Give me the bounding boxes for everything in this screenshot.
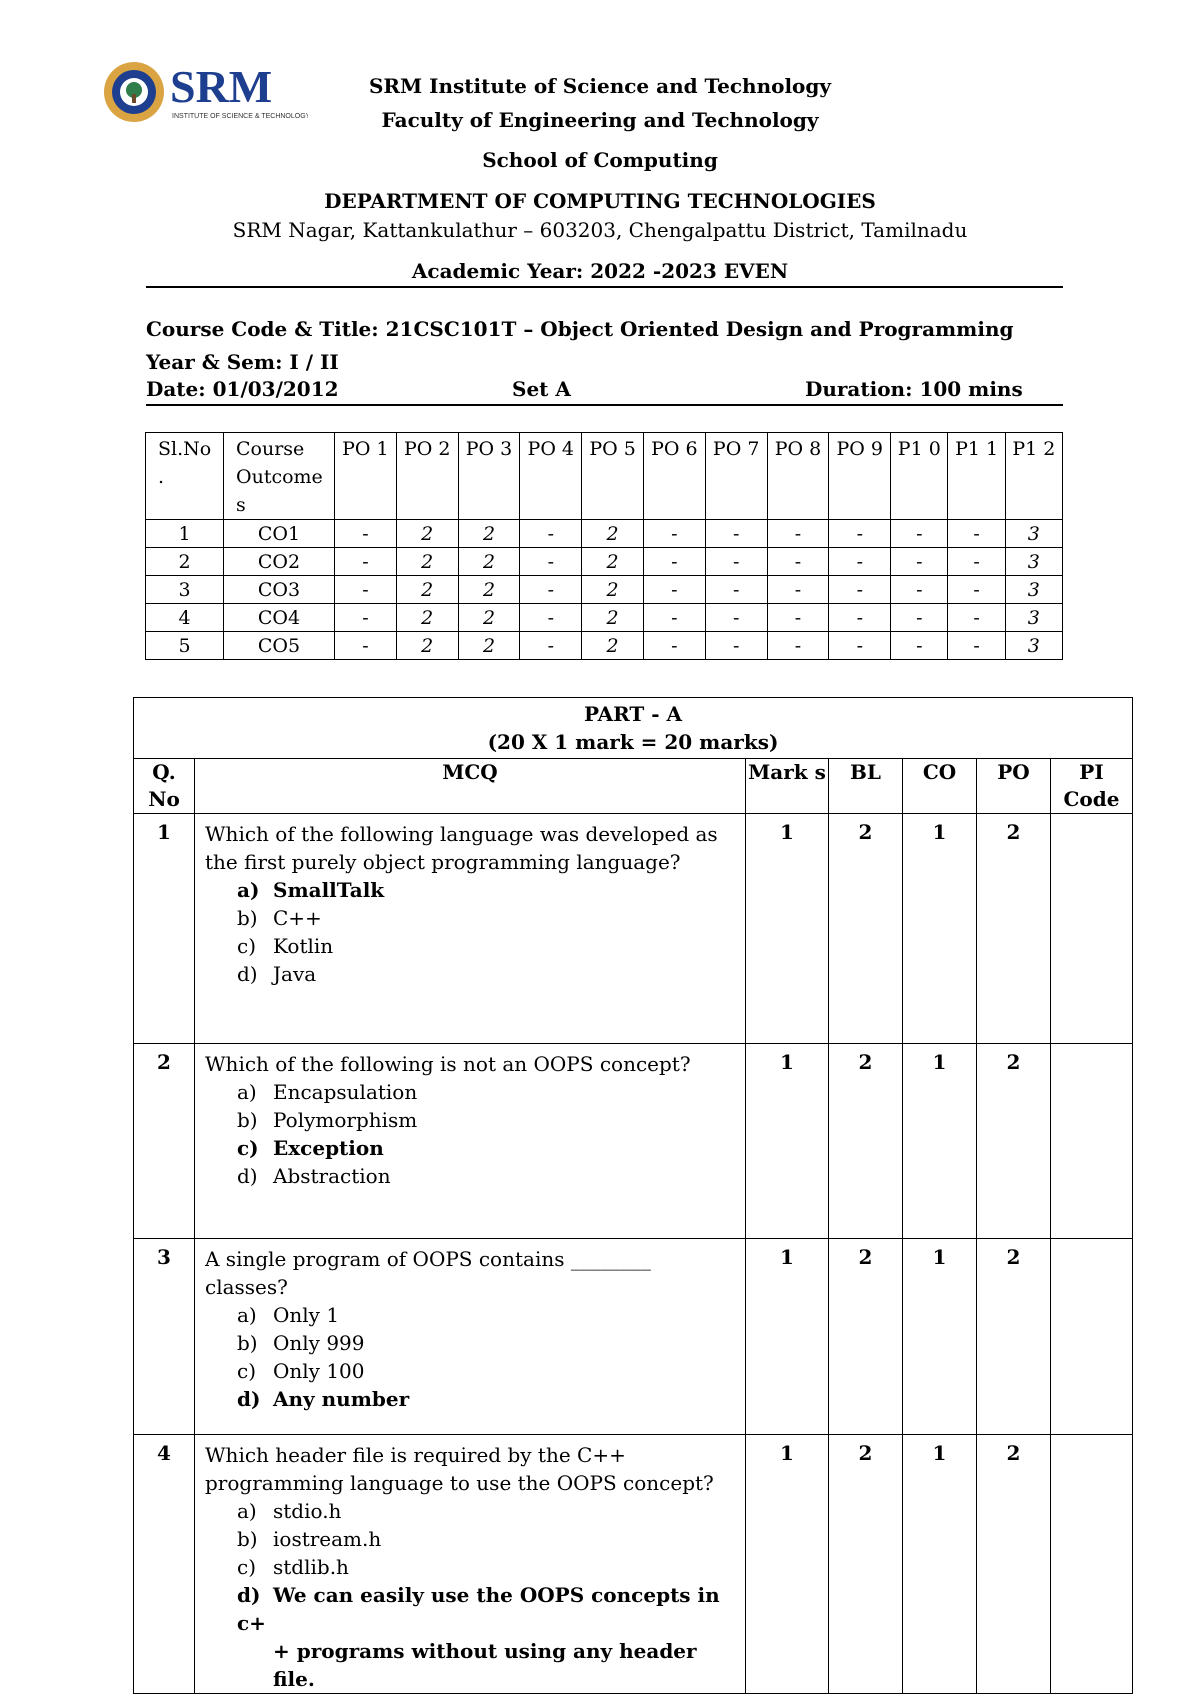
option-letter: b)	[237, 1108, 258, 1132]
header-marks: Mark s	[746, 759, 829, 814]
co-table-row	[146, 632, 1063, 660]
question-text: Which header file is required by the C++ programming language to use the OOPS concept?	[205, 1443, 714, 1495]
question-text: Which of the following is not an OOPS concept?	[205, 1052, 691, 1076]
co-table-header-row	[146, 433, 1063, 520]
co-row-po-value: -	[643, 632, 705, 660]
co-row-po-value: -	[335, 520, 397, 548]
option-letter: a)	[237, 1080, 257, 1104]
option-list	[205, 1078, 737, 1190]
header-divider	[146, 286, 1063, 288]
co-row-po-value: 2	[396, 604, 458, 632]
co-row-po-value: 2	[396, 576, 458, 604]
question-marks: 1	[746, 1044, 829, 1239]
question-marks: 1	[746, 814, 829, 1044]
header-po10: P1 0	[891, 433, 948, 520]
co-row-po-value: 2	[582, 548, 644, 576]
co-po-mapping-table	[145, 432, 1063, 660]
option-text: stdlib.h	[273, 1555, 349, 1579]
year-sem: Year & Sem: I / II	[146, 350, 339, 374]
option-text: Encapsulation	[273, 1080, 418, 1104]
co-row-po-value: 3	[1005, 548, 1062, 576]
question-bl: 2	[829, 1435, 903, 1694]
header-po5: PO 5	[582, 433, 644, 520]
co-row-po-value: -	[891, 548, 948, 576]
option	[237, 1301, 737, 1329]
co-row-po-value: -	[891, 576, 948, 604]
co-row-po-value: -	[829, 520, 891, 548]
option-text: We can easily use the OOPS concepts in c+	[237, 1583, 720, 1635]
header-po: PO	[977, 759, 1051, 814]
co-row-po-value: -	[705, 632, 767, 660]
co-row-po-value: -	[335, 548, 397, 576]
co-row-po-value: -	[829, 632, 891, 660]
department-name: DEPARTMENT OF COMPUTING TECHNOLOGIES	[324, 189, 876, 213]
question-content	[195, 1239, 746, 1435]
co-row-po-value: -	[335, 576, 397, 604]
option-text: stdio.h	[273, 1499, 342, 1523]
co-row-po-value: -	[948, 576, 1005, 604]
option-letter: d)	[237, 1387, 261, 1411]
option-letter: a)	[237, 1303, 257, 1327]
exam-set: Set A	[512, 377, 571, 401]
co-row-outcome: CO1	[224, 520, 335, 548]
header-po4: PO 4	[520, 433, 582, 520]
header-po12: P1 2	[1005, 433, 1062, 520]
question-po: 2	[977, 1239, 1051, 1435]
option	[237, 1357, 737, 1385]
co-row-po-value: -	[520, 576, 582, 604]
header-bl: BL	[829, 759, 903, 814]
logo-subtext: INSTITUTE OF SCIENCE & TECHNOLOGY	[172, 113, 308, 120]
co-table-row	[146, 520, 1063, 548]
co-row-po-value: -	[643, 548, 705, 576]
option	[237, 1162, 737, 1190]
co-row-po-value: -	[705, 604, 767, 632]
header-po6: PO 6	[643, 433, 705, 520]
question-pi-code	[1051, 1435, 1133, 1694]
option	[237, 904, 737, 932]
co-row-slno: 4	[146, 604, 224, 632]
co-row-po-value: 2	[458, 548, 520, 576]
co-row-po-value: 3	[1005, 604, 1062, 632]
correct-option	[237, 1134, 737, 1162]
co-row-po-value: -	[520, 548, 582, 576]
academic-year: Academic Year: 2022 -2023 EVEN	[411, 259, 789, 283]
co-table-row	[146, 548, 1063, 576]
co-row-slno: 2	[146, 548, 224, 576]
co-row-po-value: 2	[396, 632, 458, 660]
co-row-po-value: -	[829, 548, 891, 576]
co-row-po-value: 2	[458, 576, 520, 604]
question-bl: 2	[829, 1239, 903, 1435]
co-row-po-value: -	[767, 576, 829, 604]
option-letter: b)	[237, 906, 258, 930]
co-row-po-value: 2	[458, 604, 520, 632]
co-row-outcome: CO5	[224, 632, 335, 660]
option-text-continuation: + programs without using any header file.	[273, 1639, 697, 1691]
option	[237, 1553, 737, 1581]
option-letter: a)	[237, 1499, 257, 1523]
question-row	[134, 1435, 1133, 1694]
option-letter: c)	[237, 1359, 257, 1383]
exam-date: Date: 01/03/2012	[146, 377, 339, 401]
option-letter: d)	[237, 1583, 261, 1607]
co-row-po-value: 2	[582, 520, 644, 548]
option	[237, 1078, 737, 1106]
question-pi-code	[1051, 1239, 1133, 1435]
option-list	[205, 876, 737, 988]
option	[237, 960, 737, 988]
co-row-po-value: -	[767, 520, 829, 548]
question-content	[195, 1044, 746, 1239]
question-bl: 2	[829, 814, 903, 1044]
question-content	[195, 814, 746, 1044]
header-po1: PO 1	[335, 433, 397, 520]
question-text: A single program of OOPS contains ________ classes?	[205, 1247, 651, 1299]
question-number: 2	[134, 1044, 195, 1239]
option	[237, 1329, 737, 1357]
co-row-po-value: 2	[396, 548, 458, 576]
option-text: Polymorphism	[273, 1108, 418, 1132]
co-row-outcome: CO4	[224, 604, 335, 632]
header-mcq: MCQ	[195, 759, 746, 814]
question-marks: 1	[746, 1239, 829, 1435]
option-letter: b)	[237, 1331, 258, 1355]
co-row-po-value: 2	[396, 520, 458, 548]
co-row-po-value: 3	[1005, 632, 1062, 660]
co-row-po-value: 2	[582, 632, 644, 660]
question-po: 2	[977, 1435, 1051, 1694]
option-letter: d)	[237, 1164, 258, 1188]
co-row-po-value: -	[891, 604, 948, 632]
question-marks: 1	[746, 1435, 829, 1694]
question-number: 4	[134, 1435, 195, 1694]
part-a-heading	[134, 698, 1133, 759]
co-row-po-value: -	[891, 632, 948, 660]
co-row-po-value: 2	[582, 576, 644, 604]
question-pi-code	[1051, 1044, 1133, 1239]
question-text: Which of the following language was developed as the first purely object programming language?	[205, 822, 718, 874]
co-row-po-value: -	[643, 520, 705, 548]
question-pi-code	[1051, 814, 1133, 1044]
mcq-header-row	[134, 759, 1133, 814]
part-a-title: PART - A	[584, 702, 682, 726]
option-text: C++	[273, 906, 322, 930]
option	[237, 1525, 737, 1553]
option-letter: c)	[237, 934, 257, 958]
option-letter: a)	[237, 878, 260, 902]
co-row-po-value: -	[948, 604, 1005, 632]
question-co: 1	[903, 814, 977, 1044]
co-row-slno: 3	[146, 576, 224, 604]
correct-option	[237, 1385, 737, 1413]
option-letter: c)	[237, 1136, 259, 1160]
co-row-po-value: -	[948, 520, 1005, 548]
question-row	[134, 814, 1133, 1044]
option-letter: d)	[237, 962, 258, 986]
header-po9: PO 9	[829, 433, 891, 520]
option-list	[205, 1497, 737, 1693]
header-po2: PO 2	[396, 433, 458, 520]
option-text: Only 999	[273, 1331, 365, 1355]
option-text: Only 1	[273, 1303, 340, 1327]
header-pi-code: PI Code	[1051, 759, 1133, 814]
co-row-po-value: -	[891, 520, 948, 548]
header-po8: PO 8	[767, 433, 829, 520]
option-text: Any number	[273, 1387, 410, 1411]
header-po11: P1 1	[948, 433, 1005, 520]
co-row-po-value: -	[705, 548, 767, 576]
co-row-po-value: 2	[582, 604, 644, 632]
co-row-po-value: -	[767, 632, 829, 660]
co-row-po-value: -	[829, 604, 891, 632]
course-code-title: Course Code & Title: 21CSC101T – Object Oriented Design and Programming	[146, 317, 1014, 341]
header-po7: PO 7	[705, 433, 767, 520]
option-text: Exception	[273, 1136, 384, 1160]
co-row-slno: 5	[146, 632, 224, 660]
question-row	[134, 1044, 1133, 1239]
co-row-po-value: 2	[458, 520, 520, 548]
co-row-po-value: 3	[1005, 520, 1062, 548]
header-slno: Sl.No .	[146, 433, 224, 520]
header-co: CO	[903, 759, 977, 814]
faculty-name: Faculty of Engineering and Technology	[381, 108, 819, 132]
co-row-po-value: -	[643, 576, 705, 604]
co-row-po-value: -	[705, 576, 767, 604]
co-table-row	[146, 576, 1063, 604]
co-row-po-value: -	[520, 632, 582, 660]
question-co: 1	[903, 1435, 977, 1694]
co-row-po-value: -	[520, 520, 582, 548]
option	[237, 1497, 737, 1525]
option-list	[205, 1301, 737, 1413]
co-table-row	[146, 604, 1063, 632]
option-text: SmallTalk	[273, 878, 385, 902]
co-row-po-value: -	[829, 576, 891, 604]
option-text: Java	[273, 962, 317, 986]
question-co: 1	[903, 1239, 977, 1435]
co-row-po-value: -	[948, 632, 1005, 660]
option-text: Kotlin	[273, 934, 334, 958]
co-row-po-value: -	[335, 632, 397, 660]
co-row-po-value: -	[643, 604, 705, 632]
question-co: 1	[903, 1044, 977, 1239]
co-row-slno: 1	[146, 520, 224, 548]
correct-option	[237, 876, 737, 904]
option-letter: b)	[237, 1527, 258, 1551]
co-row-po-value: -	[767, 604, 829, 632]
co-row-po-value: -	[705, 520, 767, 548]
option-text: Abstraction	[273, 1164, 391, 1188]
exam-duration: Duration: 100 mins	[805, 377, 1023, 401]
question-content	[195, 1435, 746, 1694]
co-row-po-value: -	[520, 604, 582, 632]
part-a-marks-summary: (20 X 1 mark = 20 marks)	[487, 730, 779, 754]
school-name: School of Computing	[482, 148, 718, 172]
correct-option	[237, 1581, 737, 1693]
co-row-po-value: 3	[1005, 576, 1062, 604]
header-po3: PO 3	[458, 433, 520, 520]
co-row-outcome: CO3	[224, 576, 335, 604]
address: SRM Nagar, Kattankulathur – 603203, Chengalpattu District, Tamilnadu	[232, 218, 968, 242]
option-text: iostream.h	[273, 1527, 382, 1551]
question-row	[134, 1239, 1133, 1435]
header-course-outcomes: Course Outcome s	[224, 433, 335, 520]
question-po: 2	[977, 814, 1051, 1044]
co-row-po-value: -	[948, 548, 1005, 576]
co-row-po-value: -	[335, 604, 397, 632]
co-row-po-value: -	[767, 548, 829, 576]
co-row-outcome: CO2	[224, 548, 335, 576]
part-a-mcq-table	[133, 697, 1133, 1694]
question-bl: 2	[829, 1044, 903, 1239]
logo-wordmark: SRM	[170, 61, 273, 112]
co-row-po-value: 2	[458, 632, 520, 660]
option-letter: c)	[237, 1555, 257, 1579]
option	[237, 1106, 737, 1134]
option	[237, 932, 737, 960]
question-number: 3	[134, 1239, 195, 1435]
question-number: 1	[134, 814, 195, 1044]
course-divider	[146, 404, 1063, 406]
header-qno: Q. No	[134, 759, 195, 814]
institute-name: SRM Institute of Science and Technology	[368, 74, 832, 98]
option-text: Only 100	[273, 1359, 365, 1383]
question-po: 2	[977, 1044, 1051, 1239]
